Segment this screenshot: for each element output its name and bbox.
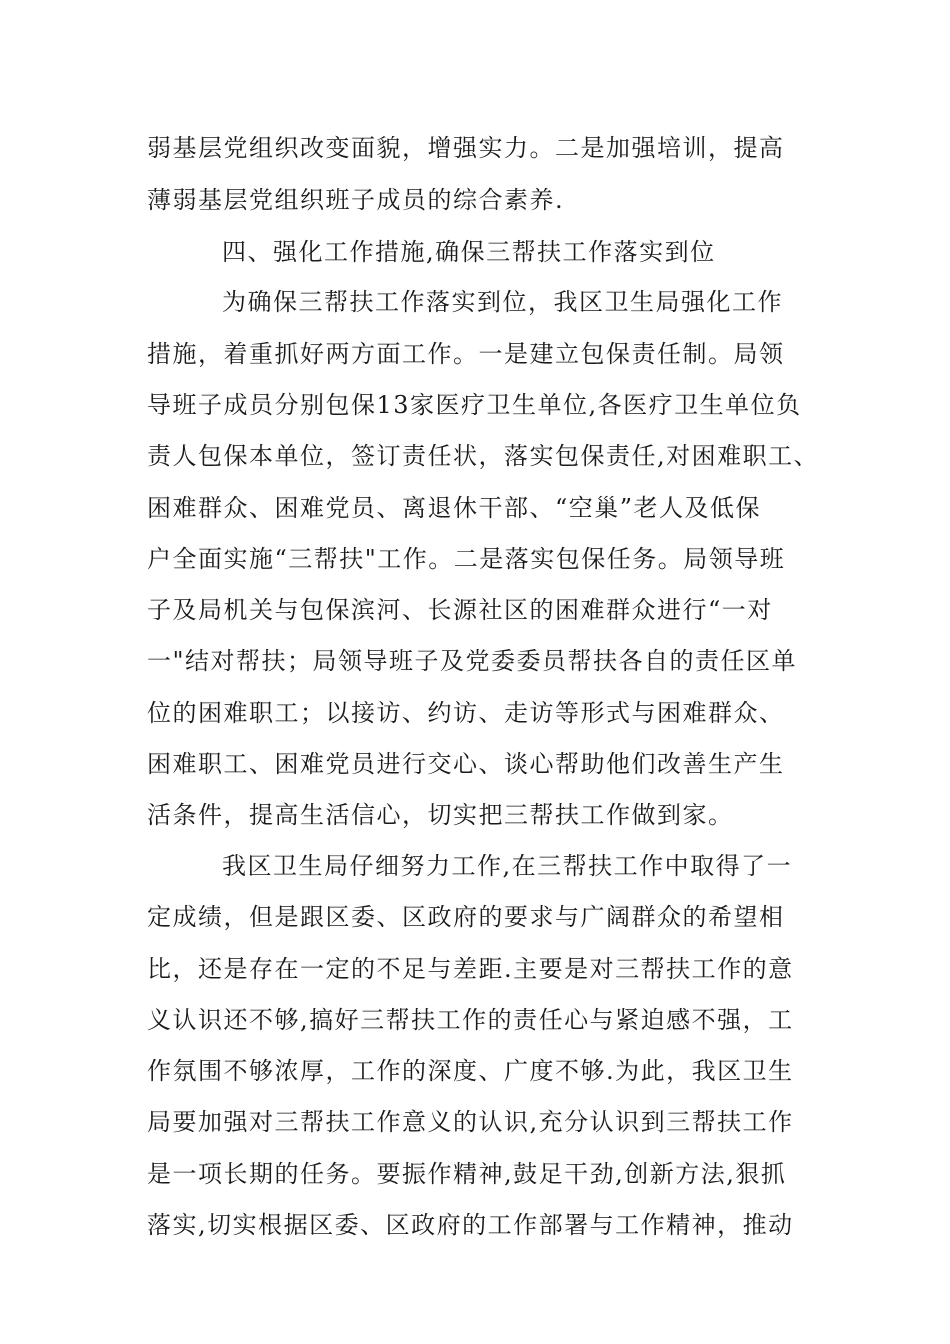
text-line: 弱基层党组织改变面貌，增强实力。二是加强培训，提高	[147, 134, 785, 162]
text-line: 是一项长期的任务。要振作精神,鼓足干劲,创新方法,狠抓	[147, 1160, 787, 1188]
text-line: 薄弱基层党组织班子成员的综合素养.	[147, 186, 565, 214]
text-line: 户全面实施“三帮扶"工作。二是落实包保任务。局领导班	[147, 545, 786, 573]
text-line: 局要加强对三帮扶工作意义的认识,充分认识到三帮扶工作	[147, 1108, 794, 1136]
text-line: 措施，着重抓好两方面工作。一是建立包保责任制。局领	[147, 340, 785, 368]
text-line: 作氛围不够浓厚，工作的深度、广度不够.为此，我区卫生	[147, 1057, 794, 1085]
text-line: 导班子成员分别包保13家医疗卫生单位,各医疗卫生单位负	[147, 391, 802, 419]
text-line: 一"结对帮扶；局领导班子及党委委员帮扶各自的责任区单	[147, 647, 798, 675]
paragraph-start: 为确保三帮扶工作落实到位，我区卫生局强化工作	[222, 288, 783, 316]
text-line: 困难职工、困难党员进行交心、谈心帮助他们改善生产生	[147, 750, 785, 778]
text-line: 义认识还不够,搞好三帮扶工作的责任心与紧迫感不强，工	[147, 1006, 794, 1034]
text-line: 子及局机关与包保滨河、长源社区的困难群众进行“一对	[147, 596, 773, 624]
text-line: 活条件，提高生活信心，切实把三帮扶工作做到家。	[147, 801, 734, 829]
text-line: 定成绩，但是跟区委、区政府的要求与广阔群众的希望相	[147, 903, 785, 931]
paragraph-start: 我区卫生局仔细努力工作,在三帮扶工作中取得了一	[222, 852, 793, 880]
text-line: 位的困难职工；以接访、约访、走访等形式与困难群众、	[147, 699, 785, 727]
text-line: 责人包保本单位，签订责任状，落实包保责任,对困难职工、	[147, 442, 820, 470]
section-heading: 四、强化工作措施,确保三帮扶工作落实到位	[222, 238, 716, 266]
text-line: 困难群众、困难党员、离退休干部、“空巢”老人及低保	[147, 494, 762, 522]
text-line: 落实,切实根据区委、区政府的工作部署与工作精神，推动	[147, 1211, 794, 1239]
text-line: 比，还是存在一定的不足与差距.主要是对三帮扶工作的意	[147, 955, 794, 983]
